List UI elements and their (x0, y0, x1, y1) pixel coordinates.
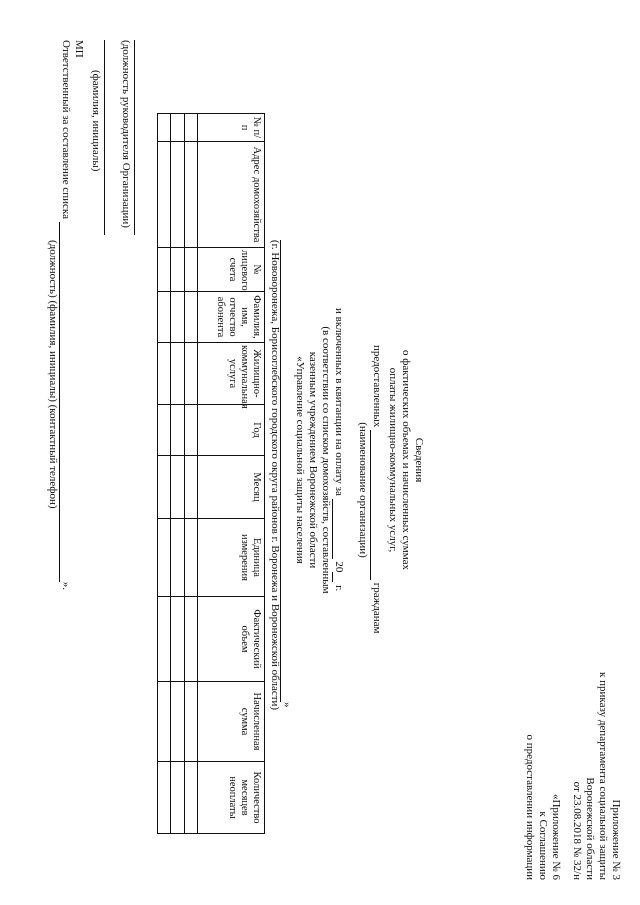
col-header-unit: Единица измерения (198, 519, 265, 597)
head-name-caption: (фамилия, инициалы) (90, 70, 102, 172)
note-line-3 (293, 310, 306, 610)
title-services: оплаты жилищно-коммунальных услуг, (387, 367, 399, 553)
table-cell[interactable] (184, 597, 197, 682)
table-cell[interactable] (184, 682, 197, 762)
appendix-header (570, 540, 622, 880)
col-header-month: Месяц (198, 456, 265, 519)
table-cell[interactable] (158, 762, 171, 834)
note-block (293, 310, 332, 610)
agreement-ref: к Соглашению (537, 811, 549, 880)
col-header-unpaid-months: Количество месяцев неоплаты (198, 762, 265, 834)
table-cell[interactable] (158, 248, 171, 292)
responsible-end: ». (60, 581, 72, 590)
agreement-appendix-number: «Приложение № 6 (550, 793, 562, 880)
title-subheading: о фактических объемах и начисленных суммах (400, 350, 412, 570)
table-cell[interactable] (184, 343, 197, 405)
head-caption: (должность руководителя Организации) (120, 40, 132, 228)
note-line-3-text: «Управление социальной защиты населения (294, 356, 306, 564)
table-cell[interactable] (184, 519, 197, 597)
table-cell[interactable] (184, 114, 197, 142)
table-cell[interactable] (158, 343, 171, 405)
stamp-mark: МП (73, 40, 85, 58)
table-cell[interactable] (171, 682, 184, 762)
provided-prefix: предоставленных (371, 345, 383, 428)
table-cell[interactable] (171, 597, 184, 682)
region-blank[interactable] (280, 240, 292, 702)
table-cell[interactable] (184, 762, 197, 834)
table-cell[interactable] (171, 292, 184, 343)
agreement-header (523, 540, 562, 880)
provided-suffix: гражданам (371, 582, 383, 634)
col-header-address: Адрес домохозяйства (198, 142, 265, 248)
table-cell[interactable] (171, 114, 184, 142)
table-cell[interactable] (158, 292, 171, 343)
table-cell[interactable] (184, 292, 197, 343)
table-cell[interactable] (171, 456, 184, 519)
table-row (171, 114, 184, 834)
responsible-blank[interactable] (59, 222, 71, 582)
col-header-number: № п/п (198, 114, 265, 142)
year-part: 20 (333, 561, 345, 573)
provided-line (370, 345, 383, 745)
table-cell[interactable] (158, 114, 171, 142)
table-cell[interactable] (158, 682, 171, 762)
table-cell[interactable] (171, 248, 184, 292)
table-cell[interactable] (171, 405, 184, 456)
table-cell[interactable] (158, 405, 171, 456)
table-cell[interactable] (184, 456, 197, 519)
region-caption: (г. Нововоронежа, Борисоглебского городского округа районов г. Воронежа и Воронежской области) (269, 239, 281, 711)
appendix-date: от 23.08.2018 № 32/н (571, 781, 583, 880)
appendix-region: Воронежской области (584, 777, 596, 880)
period-blank[interactable] (332, 499, 344, 559)
responsible-label: Ответственный за составление списка (60, 40, 72, 219)
note-line-2: казенным учреждением Воронежской области (307, 351, 319, 569)
organization-name-blank[interactable] (370, 430, 382, 580)
table-cell[interactable] (184, 142, 197, 248)
responsible-caption: (должность) (фамилия, инициалы) (контактный телефон) (47, 240, 59, 509)
table-cell[interactable] (158, 519, 171, 597)
col-header-subscriber: Фамилия, имя, отчество абонента (198, 292, 265, 343)
head-signature-line[interactable] (134, 40, 135, 235)
table-cell[interactable] (184, 248, 197, 292)
table-cell[interactable] (158, 456, 171, 519)
appendix-order: к приказу департамента социальной защиты (597, 672, 609, 880)
note-line-1: (в соответствии со списком домохозяйств, составленным (320, 326, 332, 594)
table-header-row (198, 114, 265, 834)
table-row (158, 114, 171, 834)
col-header-volume: Фактический объем (198, 597, 265, 682)
col-header-account: № лицевого счета (198, 248, 265, 292)
year-blank[interactable] (332, 572, 344, 582)
org-caption: (наименование организации) (357, 422, 369, 558)
table-cell[interactable] (171, 762, 184, 834)
table-row (184, 114, 197, 834)
agreement-subject: о предоставлении информации (524, 734, 536, 880)
table-cell[interactable] (184, 405, 197, 456)
col-header-service: Жилищно-коммунальная услуга (198, 343, 265, 405)
region-close-quote: » (281, 702, 293, 708)
year-suffix: г. (333, 585, 345, 592)
col-header-year: Год (198, 405, 265, 456)
appendix-number: Приложение № 3 (610, 799, 622, 880)
services-table (157, 113, 265, 834)
table-cell[interactable] (158, 597, 171, 682)
region-blank-row (280, 240, 293, 730)
included-prefix: и включенных в квитанции на оплату за (333, 308, 345, 496)
responsible-row (59, 40, 72, 600)
table-cell[interactable] (171, 142, 184, 248)
table-cell[interactable] (158, 142, 171, 248)
title-heading: Сведения (413, 437, 425, 483)
table-cell[interactable] (171, 343, 184, 405)
document-title (386, 250, 425, 670)
head-name-line[interactable] (104, 40, 105, 235)
included-line (332, 308, 345, 748)
col-header-amount: Начисленная сумма (198, 682, 265, 762)
table-cell[interactable] (171, 519, 184, 597)
